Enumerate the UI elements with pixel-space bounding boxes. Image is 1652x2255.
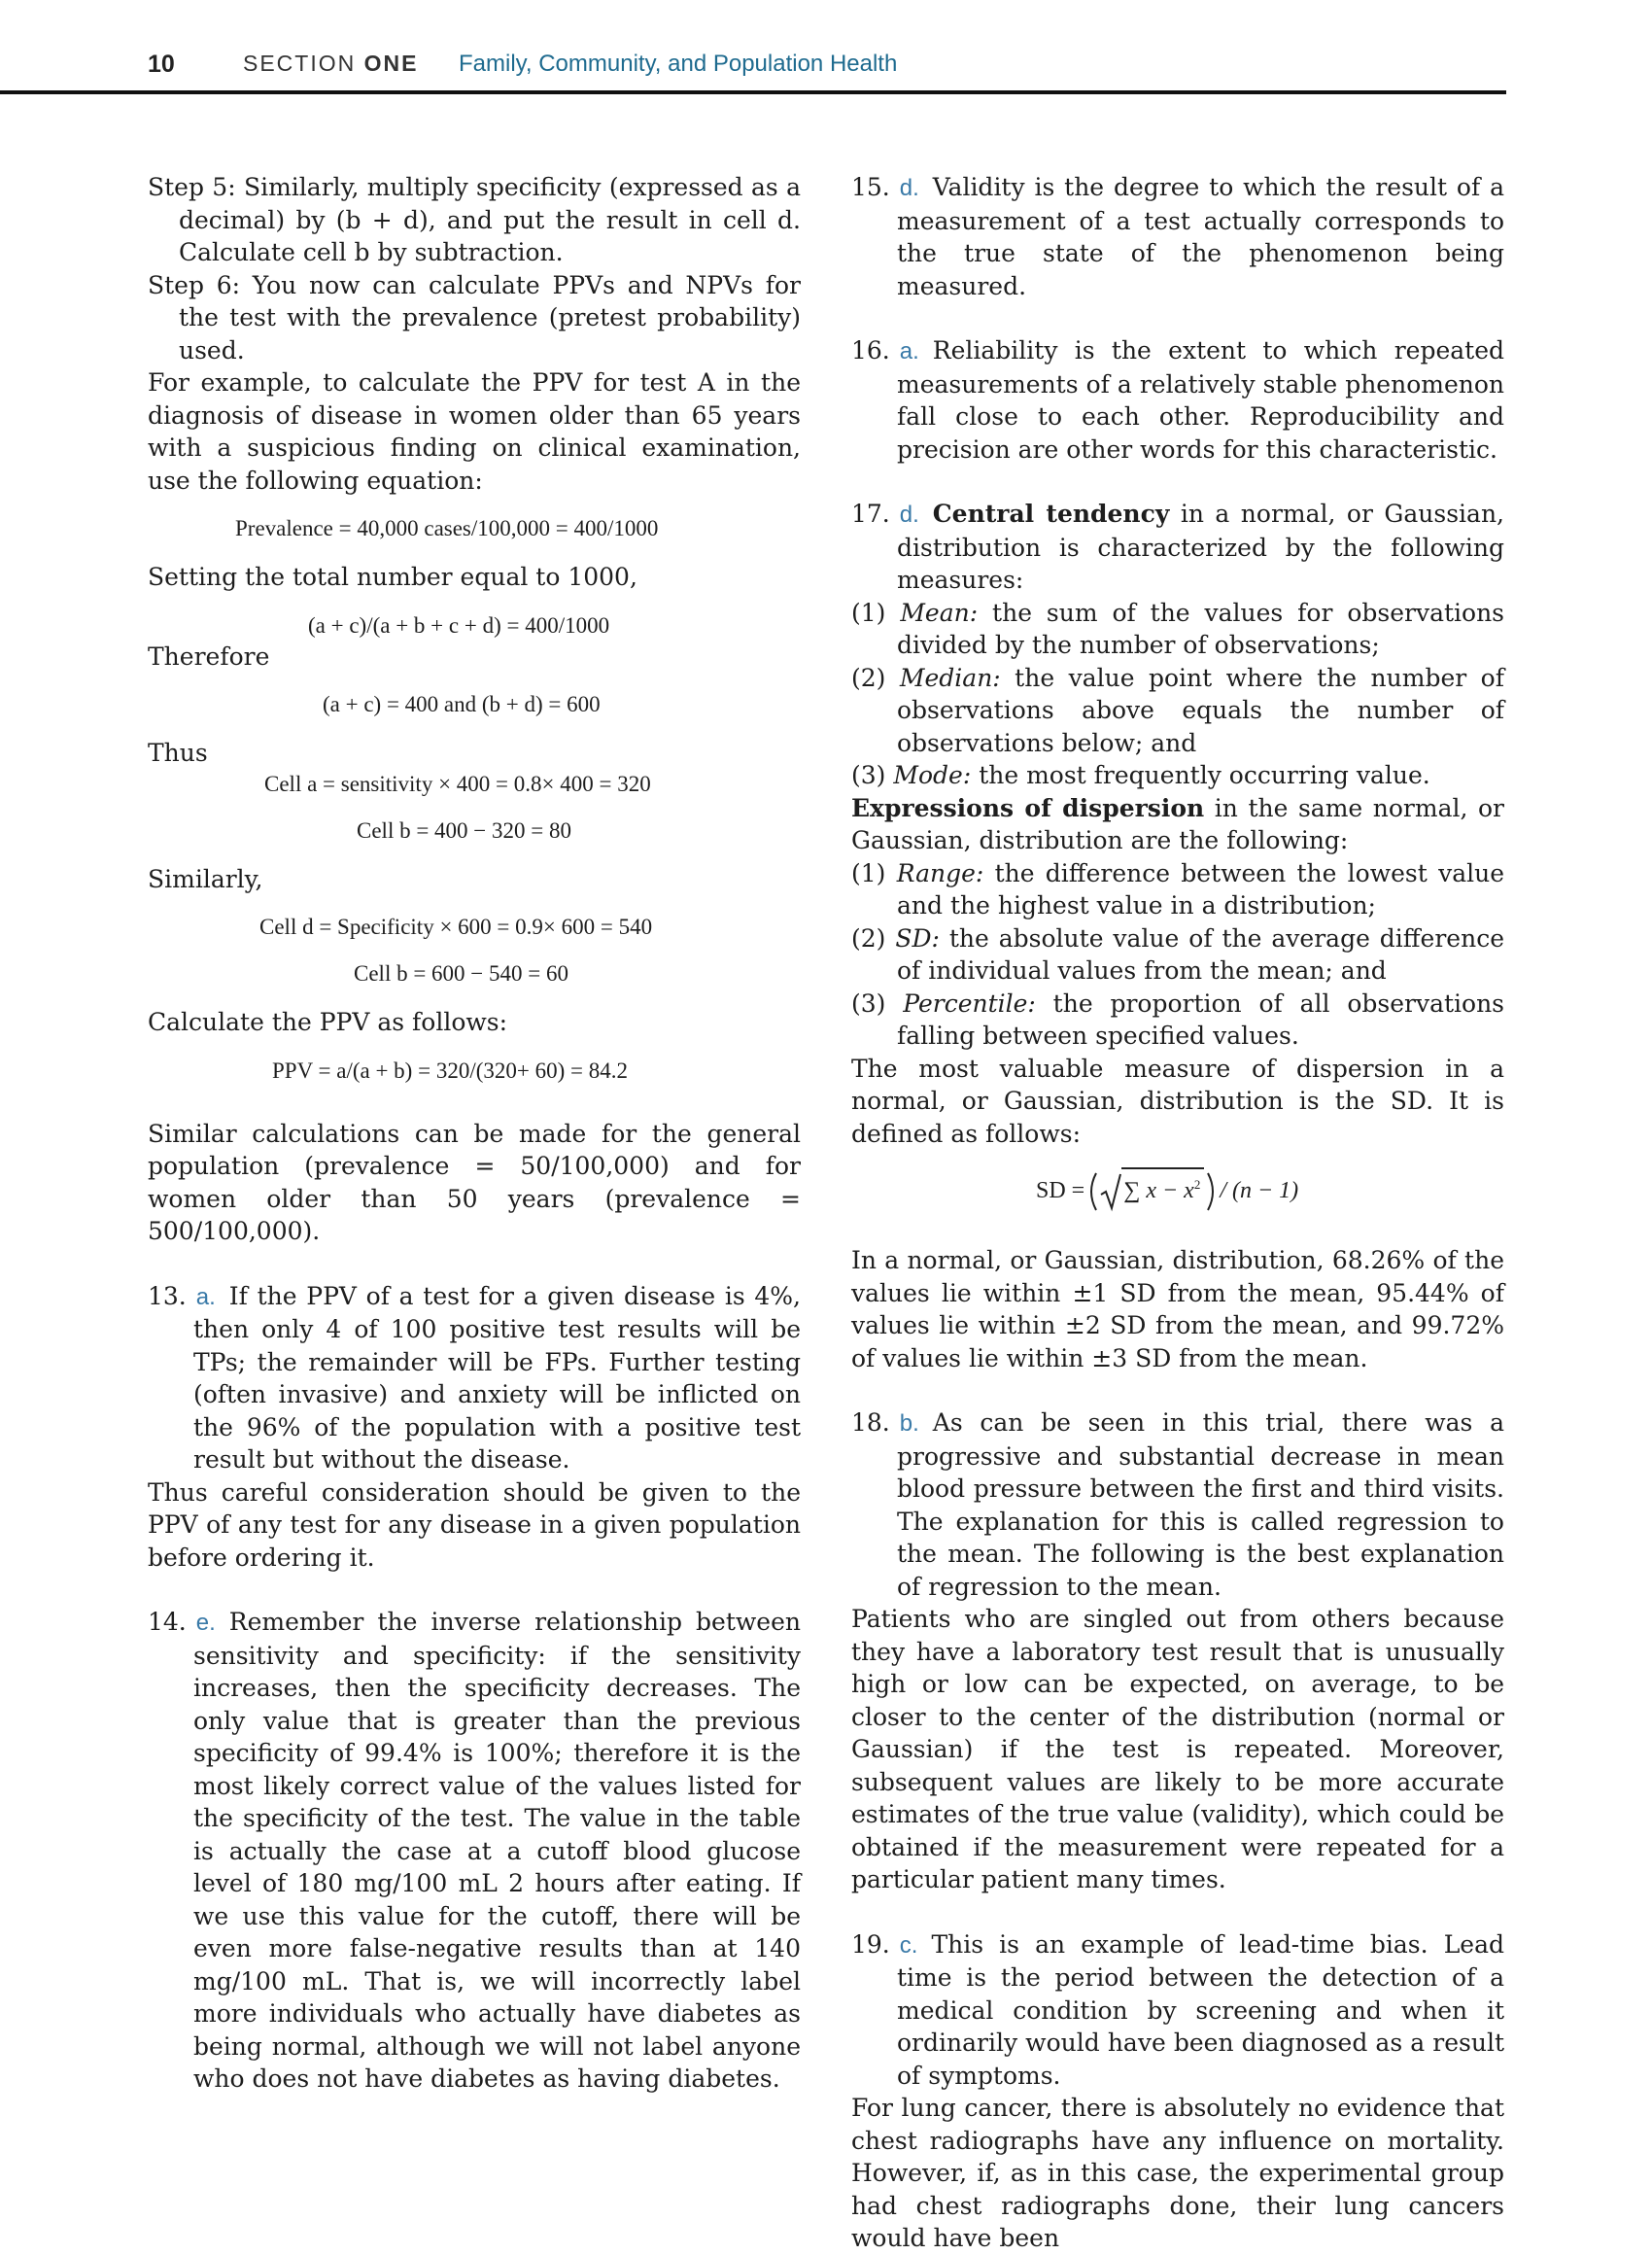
item-term: Percentile: [903, 989, 1036, 1018]
question-number: 16. [851, 336, 890, 364]
setting-text: Setting the total number equal to 1000, [148, 563, 637, 591]
spacer [851, 302, 1504, 334]
item-number: (3) [851, 761, 886, 789]
ct-item [851, 662, 1504, 760]
answer-letter: d. [899, 175, 919, 201]
spacer [148, 1039, 801, 1057]
spacer [148, 673, 801, 690]
item-term: Range: [896, 858, 984, 887]
sd-lhs: SD = [1036, 1178, 1085, 1203]
question-text: in a normal, or Gaussian, distribution is characterized by the following measures: [897, 500, 1504, 594]
equation-sd [851, 1167, 1504, 1212]
answer-letter: d. [899, 502, 919, 528]
spacer [148, 895, 801, 913]
left-column [148, 171, 801, 2096]
dispersion-intro [851, 792, 1504, 857]
radical-sign [1100, 1171, 1121, 1212]
thus-text: Thus [148, 739, 208, 767]
calc-ppv-text: Calculate the PPV as follows: [148, 1008, 508, 1036]
similar-calc-text: Similar calculations can be made for the general population (prevalence = 50/100,000) and for women older than 50 years (prevalence = 500/100,000). [148, 1119, 801, 1245]
similarly-text: Similarly, [148, 864, 263, 893]
item-text: the absolute value of the average difference of individual values from the mean; and [897, 923, 1504, 985]
disp-item [851, 857, 1504, 922]
right-column [851, 171, 1504, 2255]
answer-letter: b. [899, 1410, 919, 1438]
therefore-text: Therefore [148, 642, 270, 671]
question-text: If the PPV of a test for a given disease is 4%, then only 4 of 100 positive test results will be TPs; the remainder will be FPs. Further testing (often invasive) and anxiety will be inflicted on the 96% of the population with a positive test result but without the disease. [193, 1281, 801, 1474]
spacer [148, 543, 801, 561]
dispersion-term: Expressions of dispersion [851, 793, 1205, 822]
gauss-text: In a normal, or Gaussian, distribution, 68.26% of the values lie within ±1 SD from the mean, 95.44% of values lie within ±2 SD from the mean, and 99.72% of values lie within ±3 SD from the mean. [851, 1246, 1504, 1372]
sd-intro: The most valuable measure of dispersion in a normal, or Gaussian, distribution is the SD. It is defined as follows: [851, 1054, 1504, 1148]
item-text: the value point where the number of observations above equals the number of observations below; and [897, 663, 1504, 757]
q19-follow: For lung cancer, there is absolutely no evidence that chest radiographs have any influence on mortality. However, if, as in this case, the experimental group had chest radiographs done, their lung cancers would have been [851, 2094, 1504, 2253]
page-number: 10 [148, 51, 175, 78]
item-text: the difference between the lowest value and the highest value in a distribution; [897, 858, 1504, 919]
question-15 [851, 171, 1504, 302]
item-text: the sum of the values for observations divided by the number of observations; [897, 598, 1504, 659]
equation-ratio: (a + c)/(a + b + c + d) = 400/1000 [308, 612, 610, 638]
left-paren [1084, 1171, 1100, 1212]
question-number: 17. [851, 500, 890, 528]
spacer [148, 1086, 801, 1118]
question-13 [148, 1280, 801, 1476]
spacer [148, 594, 801, 611]
q13-follow: Thus careful consideration should be given to the PPV of any test for any disease in a given population before ordering it. [148, 1477, 801, 1572]
question-number: 13. [148, 1281, 187, 1310]
spacer [851, 1374, 1504, 1406]
sd-divisor: / (n − 1) [1220, 1178, 1299, 1203]
answer-letter: a. [899, 338, 919, 364]
item-number: (1) [851, 858, 886, 887]
item-term: Mean: [900, 598, 979, 627]
question-number: 14. [148, 1608, 187, 1636]
equation-cell-b-1: Cell b = 400 − 320 = 80 [357, 817, 571, 843]
central-tendency-term: Central tendency [932, 500, 1170, 528]
question-text: Validity is the degree to which the result of a measurement of a test actually corresponds to the true state of the phenomenon being measured. [897, 173, 1504, 300]
equation-ppv: PPV = a/(a + b) = 320/(320+ 60) = 84.2 [272, 1058, 628, 1083]
example-paragraph: For example, to calculate the PPV for test A in the diagnosis of disease in women older than 65 years with a suspicious finding on clinical examination, use the following equation: [148, 368, 801, 495]
equation-prevalence: Prevalence = 40,000 cases/100,000 = 400/1000 [235, 516, 659, 540]
ct-item [851, 759, 1504, 792]
section-label [243, 51, 418, 82]
radicand-expr: x − x [1146, 1178, 1194, 1203]
q18-follow: Patients who are singled out from others because they have a laboratory test result that is unusually high or low can be expected, on average, to be closer to the center of the distribution (normal or Gaussian) if the test is repeated. Moreover, subsequent values are likely to be more accurate estimates of the true value (validity), which could be obtained if the measurement were repeated for a particular patient many times. [851, 1605, 1504, 1894]
item-number: (2) [851, 663, 886, 692]
section-word: SECTION [243, 51, 357, 76]
disp-item [851, 988, 1504, 1053]
dispersion-text: in the same normal, or Gaussian, distribution are the following: [851, 793, 1504, 854]
question-text: As can be seen in this trial, there was a progressive and substantial decrease in mean blood pressure between the first and third visits. The explanation for this is called regression to the mean. The following is the best explanation of regression to the mean. [897, 1408, 1504, 1601]
equation-cell-d: Cell d = Specificity × 600 = 0.9× 600 = 540 [259, 915, 653, 939]
spacer [148, 989, 801, 1006]
section-number: ONE [363, 51, 419, 76]
disp-item [851, 922, 1504, 988]
question-19 [851, 1928, 1504, 2093]
right-paren [1204, 1171, 1220, 1212]
spacer [148, 1248, 801, 1280]
spacer [148, 719, 801, 737]
item-number: (2) [851, 923, 886, 953]
sum-symbol: ∑ [1123, 1178, 1141, 1203]
spacer [148, 1574, 801, 1606]
spacer [148, 799, 801, 816]
answer-letter: c. [899, 1931, 918, 1959]
question-text: Reliability is the extent to which repeated measurements of a relatively stable phenomenon fall close to each other. Reproducibility and precision are other words for this characteristic. [897, 336, 1504, 464]
item-text: the most frequently occurring value. [971, 761, 1430, 789]
item-number: (1) [851, 598, 886, 627]
question-text: This is an example of lead-time bias. Lead time is the period between the detection of a medical condition by screening and when it ordinarily would have been diagnosed as a result of symptoms. [897, 1929, 1504, 2090]
question-17 [851, 498, 1504, 597]
item-text: the proportion of all observations falling between specified values. [897, 989, 1504, 1050]
answer-letter: a. [195, 1283, 216, 1310]
spacer [851, 1150, 1504, 1167]
radicand [1121, 1167, 1204, 1206]
spacer [851, 466, 1504, 498]
step-6: Step 6: You now can calculate PPVs and NPVs for the test with the prevalence (pretest probability) used. [148, 270, 801, 364]
question-number: 18. [851, 1408, 890, 1438]
exponent: 2 [1193, 1177, 1201, 1192]
equation-cell-a: Cell a = sensitivity × 400 = 0.8× 400 = 320 [264, 771, 651, 796]
question-text: Remember the inverse relationship between sensitivity and specificity: if the sensitivity increases, then the specificity decreases. The only value that is greater than the previous specificity of 99.4% is 100%; therefore it is the most likely correct value of the values listed for the specificity of the test. The value in the table is actually the case at a cutoff blood glucose level of 180 mg/100 mL 2 hours after eating. If we use this value for the cutoff, there will be even more false-negative results than at 140 mg/100 mL. That is, we will incorrectly label more individuals who actually have diabetes as being normal, although we will not label anyone who does not have diabetes as having diabetes. [193, 1608, 801, 2093]
question-14 [148, 1606, 801, 2096]
item-term: Median: [899, 663, 1001, 692]
question-16 [851, 334, 1504, 466]
spacer [851, 1212, 1504, 1244]
equation-split: (a + c) = 400 and (b + d) = 600 [323, 692, 601, 716]
spacer [148, 497, 801, 514]
question-number: 19. [851, 1929, 890, 1959]
equation-cell-b-2: Cell b = 600 − 540 = 60 [354, 961, 568, 986]
item-term: SD: [895, 923, 940, 953]
header-rule [0, 90, 1506, 94]
ct-item [851, 597, 1504, 662]
item-term: Mode: [893, 761, 972, 789]
spacer [148, 846, 801, 863]
answer-letter: e. [195, 1610, 216, 1636]
spacer [851, 1896, 1504, 1928]
item-number: (3) [851, 989, 886, 1018]
question-18 [851, 1406, 1504, 1603]
question-number: 15. [851, 173, 890, 201]
section-title: Family, Community, and Population Health [459, 51, 898, 77]
step-5: Step 5: Similarly, multiply specificity (expressed as a decimal) by (b + d), and put the result in cell d. Calculate cell b by subtraction. [148, 173, 801, 266]
spacer [148, 942, 801, 959]
